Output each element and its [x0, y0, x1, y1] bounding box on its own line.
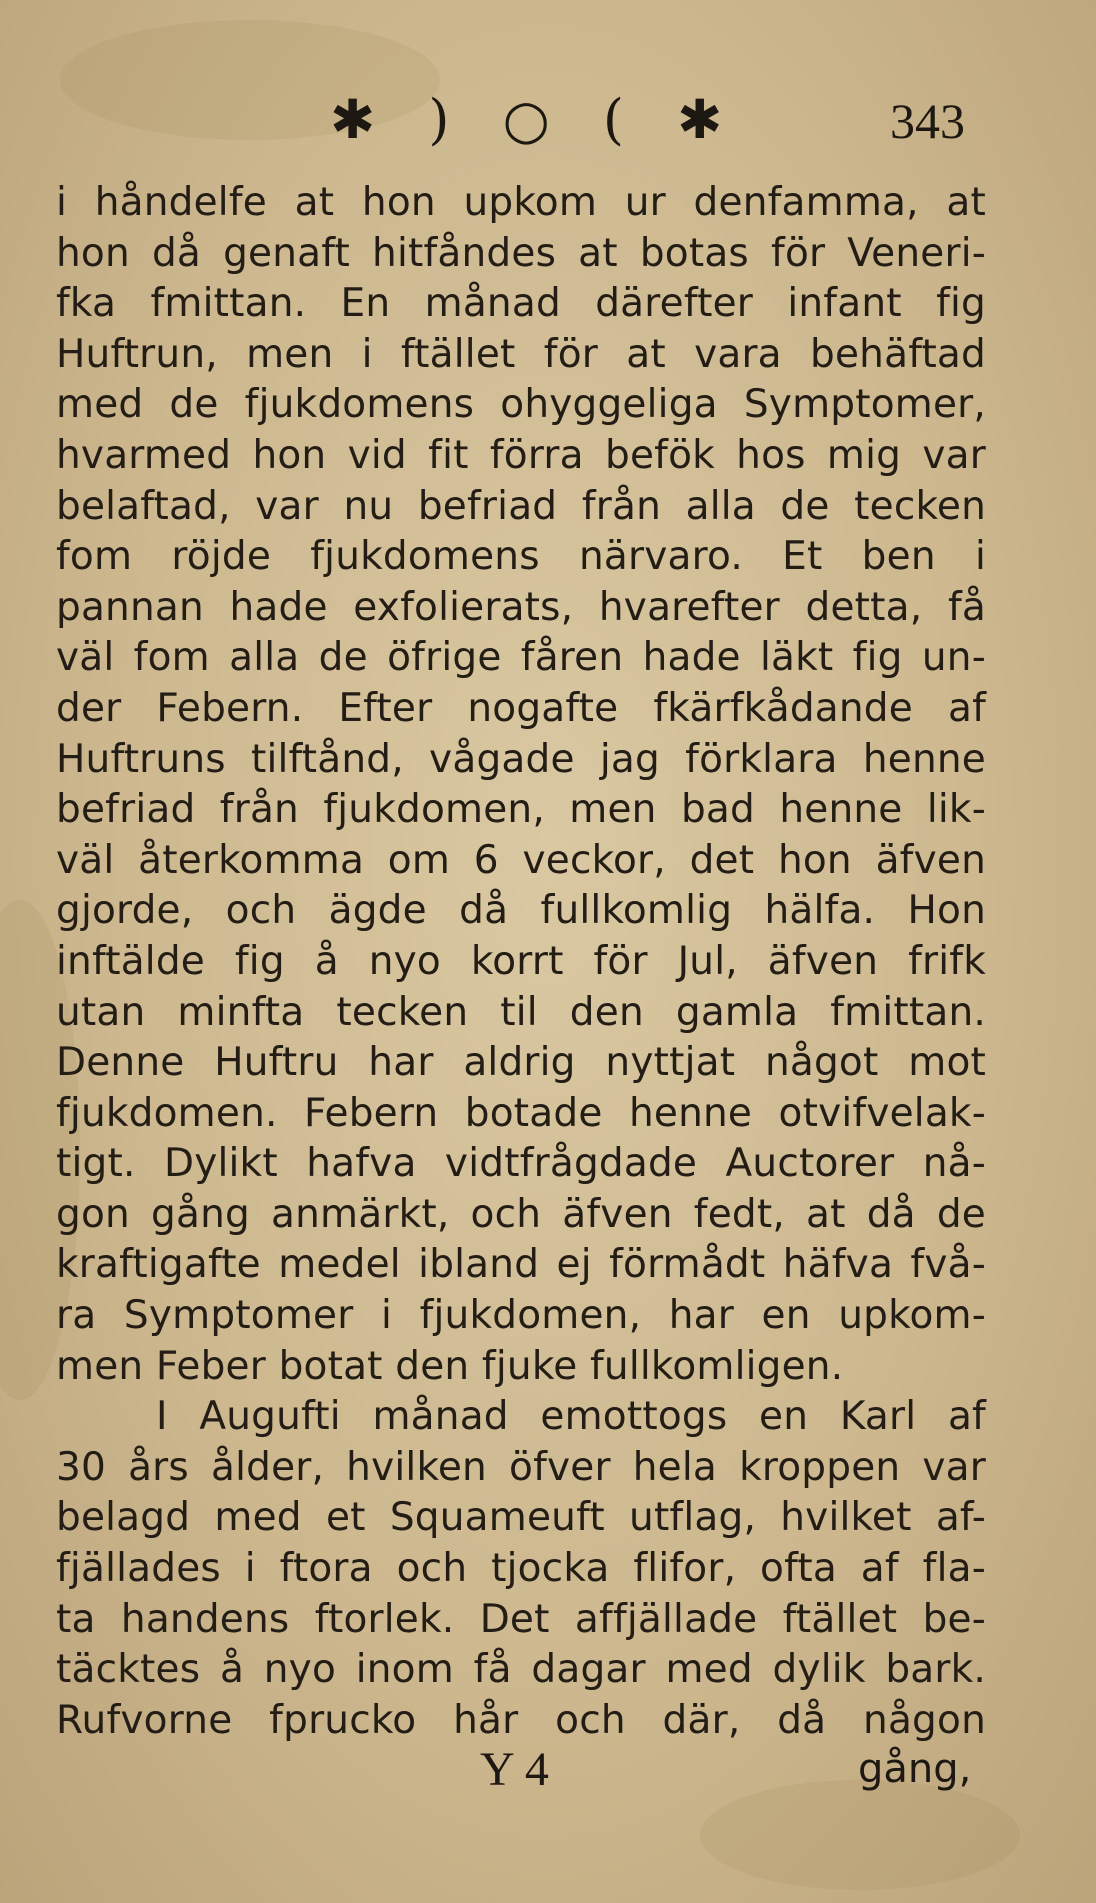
body-text — [56, 178, 986, 1746]
text-line: täcktes å nyo inom få dagar med dylik bark. — [56, 1647, 986, 1693]
text-line: kraftigafte medel ibland ej förmådt häfva fvå- — [56, 1242, 986, 1288]
text-line: gjorde, och ägde då fullkomlig hälfa. Hon — [56, 888, 986, 934]
text-line: Huftrun, men i ftället för at vara behäftad — [56, 331, 986, 377]
text-line: ra Symptomer i fjukdomen, har en upkom- — [56, 1293, 986, 1339]
text-line: belaftad, var nu befriad från alla de tecken — [56, 483, 986, 529]
signature-mark: Y 4 — [480, 1743, 549, 1796]
text-line: pannan hade exfolierats, hvarefter detta, få — [56, 584, 986, 630]
text-line: Huftruns tilftånd, vågade jag förklara henne — [56, 736, 986, 782]
text-line: belagd med et Squameuft utflag, hvilket af- — [56, 1495, 986, 1541]
text-line: Denne Huftru har aldrig nyttjat något mot — [56, 1040, 986, 1086]
header-ornament: ✱ ) ○ ( ✱ — [330, 88, 741, 151]
text-line: Rufvorne fprucko hår och där, då någon — [56, 1697, 986, 1743]
text-line: utan minfta tecken til den gamla fmittan. — [56, 989, 986, 1035]
text-line: väl återkomma om 6 veckor, det hon äfven — [56, 837, 986, 883]
text-line: fjukdomen. Febern botade henne otvifvelak- — [56, 1090, 986, 1136]
text-line: hon då genaft hitfåndes at botas för Veneri- — [56, 230, 986, 276]
text-line: fom röjde fjukdomens närvaro. Et ben i — [56, 534, 986, 580]
text-line: fka fmittan. En månad därefter infant fig — [56, 281, 986, 327]
running-head — [0, 88, 1096, 158]
text-line: i håndelfe at hon upkom ur denfamma, at — [56, 180, 986, 225]
text-line: befriad från fjukdomen, men bad henne lik- — [56, 787, 986, 833]
text-line: med de fjukdomens ohyggeliga Symptomer, — [56, 382, 986, 428]
text-line: 30 års ålder, hvilken öfver hela kroppen var — [56, 1444, 986, 1490]
catchword: gång, — [858, 1746, 972, 1792]
text-line: gon gång anmärkt, och äfven fedt, at då de — [56, 1191, 986, 1237]
text-line: hvarmed hon vid fit förra befök hos mig var — [56, 432, 986, 478]
text-line: men Feber botat den fjuke fullkomligen. — [56, 1343, 844, 1389]
text-line: I Augufti månad emottogs en Karl af — [156, 1394, 986, 1440]
text-line: fjällades i ftora och tjocka flifor, ofta af fla- — [56, 1546, 986, 1592]
page-number: 343 — [890, 93, 965, 149]
text-line: väl fom alla de öfrige fåren hade läkt fig un- — [56, 635, 986, 681]
page-footer — [0, 1742, 1096, 1802]
text-line: ta handens ftorlek. Det affjällade ftället be- — [56, 1596, 986, 1642]
text-line: inftälde fig å nyo korrt för Jul, äfven frifk — [56, 938, 986, 984]
text-line: der Febern. Efter nogafte fkärfkådande af — [56, 685, 986, 731]
text-line: tigt. Dylikt hafva vidtfrågdade Auctorer nå- — [56, 1141, 986, 1187]
